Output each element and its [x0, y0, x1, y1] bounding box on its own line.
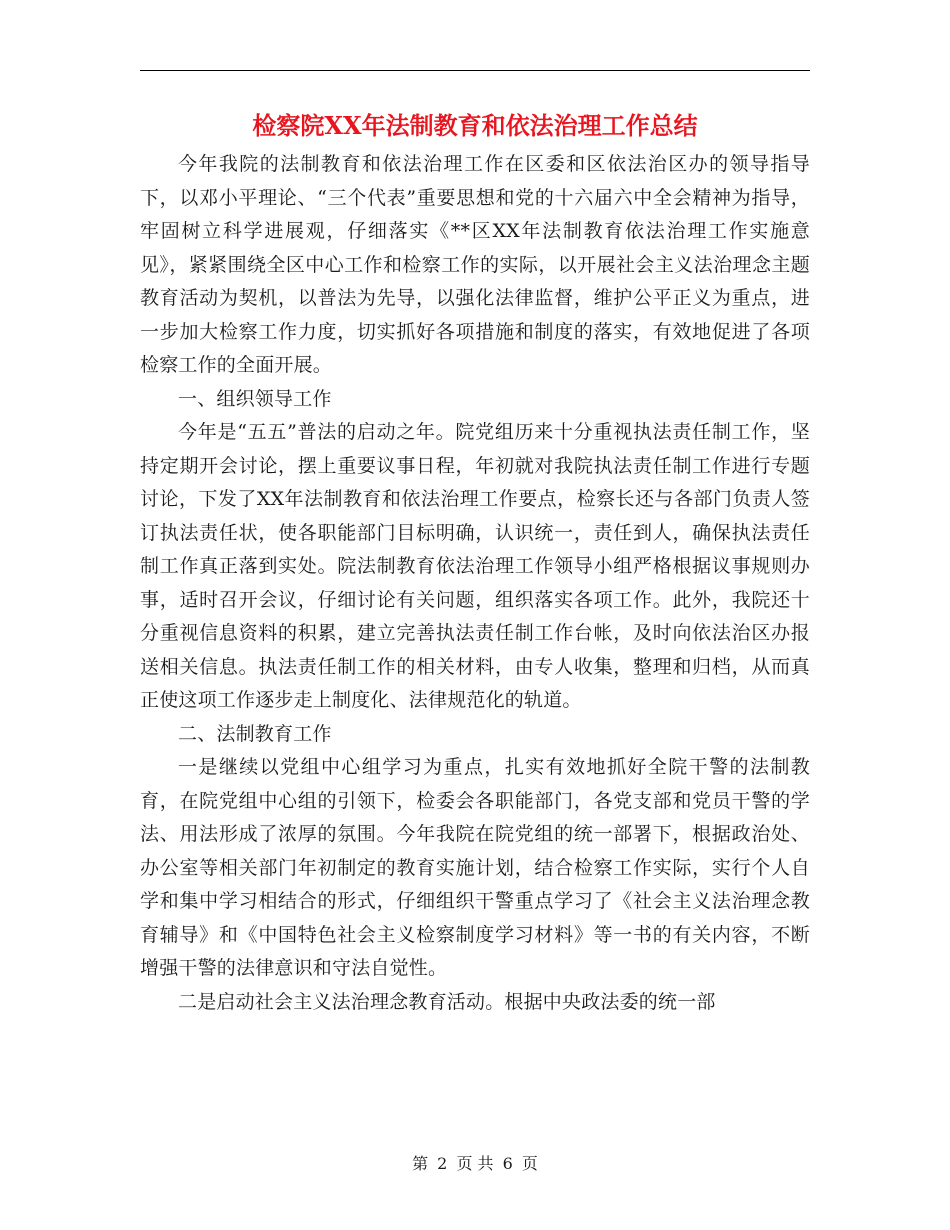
footer-total-pages: 6: [502, 1154, 513, 1173]
paragraph-organization: 今年是“五五”普法的启动之年。院党组历来十分重视执法责任制工作，坚持定期开会讨论，摆上重要议事日程，年初就对我院执法责任制工作进行专题讨论，下发了XX年法制教育和依法治理工作要点，检察长还与各部门负责人签订执法责任状，使各职能部门目标明确，认识统一，责任到人，确保执法责任制工作真正落到实处。院法制教育依法治理工作领导小组严格根据议事规则办事，适时召开会议，仔细讨论有关问题，组织落实各项工作。此外，我院还十分重视信息资料的积累，建立完善执法责任制工作台帐，及时向依法治区办报送相关信息。执法责任制工作的相关材料，由专人收集，整理和归档，从而真正使这项工作逐步走上制度化、法律规范化的轨道。: [140, 421, 810, 711]
footer-current-page: 2: [437, 1154, 448, 1173]
paragraph-intro: 今年我院的法制教育和依法治理工作在区委和区依法治区办的领导指导下，以邓小平理论、“三个代表”重要思想和党的十六届六中全会精神为指导，牢固树立科学进展观，仔细落实《**区XX年法制教育依法治理工作实施意见》，紧紧围绕全区中心工作和检察工作的实际，以开展社会主义法治理念主题教育活动为契机，以普法为先导，以强化法律监督，维护公平正义为重点，进一步加大检察工作力度，切实抓好各项措施和制度的落实，有效地促进了各项检察工作的全面开展。: [140, 153, 810, 376]
footer-prefix: 第: [412, 1154, 429, 1173]
document-body: [140, 148, 810, 1019]
footer-middle: 页 共: [456, 1154, 494, 1173]
paragraph-legal-education-1: 一是继续以党组中心组学习为重点，扎实有效地抓好全院干警的法制教育，在院党组中心组的引领下，检委会各职能部门，各党支部和党员干警的学法、用法形成了浓厚的氛围。今年我院在院党组的统一部署下，根据政治处、办公室等相关部门年初制定的教育实施计划，结合检察工作实际，实行个人自学和集中学习相结合的形式，仔细组织干警重点学习了《社会主义法治理念教育辅导》和《中国特色社会主义检察制度学习材料》等一书的有关内容，不断增强干警的法律意识和守法自觉性。: [140, 756, 810, 979]
section-heading-organization: 一、组织领导工作: [178, 387, 332, 410]
footer-suffix: 页: [521, 1154, 538, 1173]
page-footer: [140, 1152, 810, 1176]
header-rule: [140, 70, 810, 71]
paragraph-legal-education-2: 二是启动社会主义法治理念教育活动。根据中央政法委的统一部: [178, 990, 716, 1013]
section-heading-legal-education: 二、法制教育工作: [178, 722, 332, 745]
document-title: 检察院XX年法制教育和依法治理工作总结: [252, 111, 698, 140]
